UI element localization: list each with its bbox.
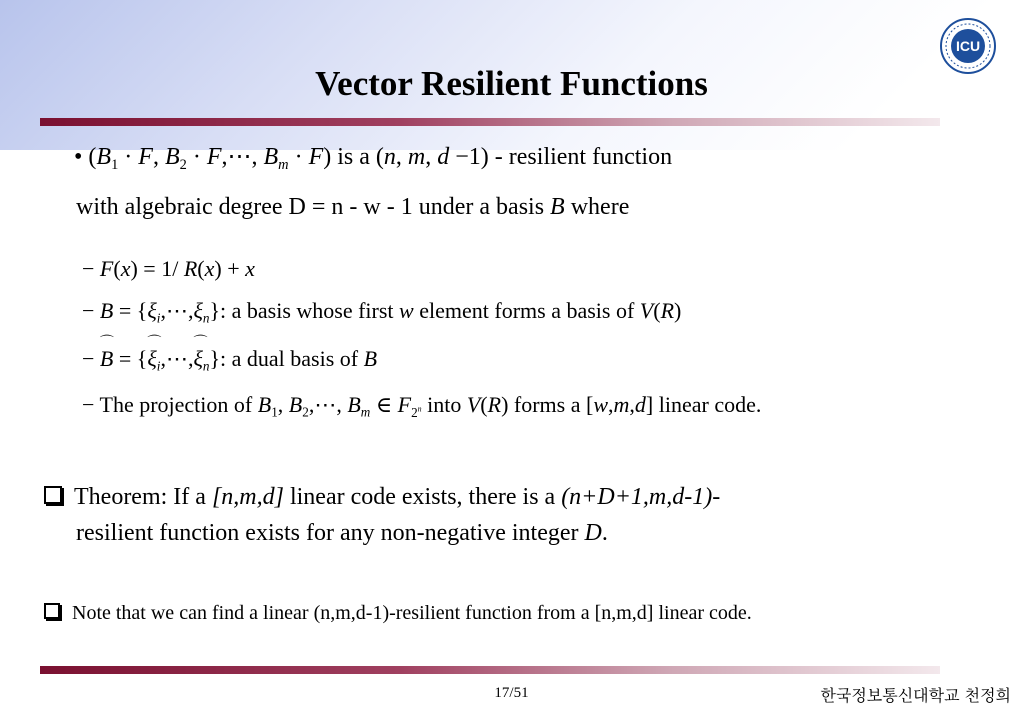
text: }: [209, 298, 221, 323]
text: (: [375, 144, 384, 170]
var: w: [399, 298, 414, 323]
var: ξ: [147, 298, 157, 323]
dash: −: [82, 346, 95, 371]
sup: n: [417, 404, 422, 414]
slide-title: Vector Resilient Functions: [315, 64, 708, 103]
sub: n: [202, 310, 210, 326]
text: [n,m,d]: [211, 484, 284, 510]
text: (: [88, 144, 97, 170]
checkbox-bullet-icon: [44, 486, 62, 504]
text: = 1/: [143, 256, 179, 281]
var: R: [660, 298, 675, 323]
var: F: [397, 392, 412, 417]
var: B: [99, 298, 114, 323]
var: ⌒ B: [100, 346, 113, 372]
sub: m: [360, 404, 371, 420]
text: ,: [425, 144, 432, 170]
text: ·: [124, 144, 133, 170]
sub-item-4: − The projection of $B_1$, $B_2,\cdots$, $B_m$ ∈ $F_{2^n}$ into V(R) forms a [w,m,d] linear code.: [82, 392, 762, 420]
bullet-dot: •: [74, 144, 83, 170]
text: +: [227, 256, 240, 281]
text: (n+D+1,m,d-1): [561, 484, 713, 510]
var: R: [183, 256, 198, 281]
sub-item-2: − $B = \{\xi_i,\cdots,\xi_n\}$: a basis whose first w element forms a basis of V(R): [82, 298, 682, 326]
text: −1): [455, 144, 489, 170]
text: ∈: [375, 392, 393, 417]
top-divider: [40, 118, 940, 126]
var-B: B: [164, 144, 180, 170]
var: B: [347, 392, 361, 417]
sub: 2: [302, 404, 309, 420]
var-F: F: [206, 144, 222, 170]
text: = {: [118, 346, 148, 371]
text: ,: [221, 144, 228, 170]
sub: i: [156, 358, 161, 374]
text: Theorem: If a: [74, 484, 206, 510]
var-F: F: [308, 144, 324, 170]
var: B: [288, 392, 303, 417]
var: x: [204, 256, 215, 281]
var: B: [363, 346, 378, 371]
main-bullet-line-1: [74, 142, 673, 174]
text: = {: [118, 298, 148, 323]
var: x: [245, 256, 255, 281]
var: F: [99, 256, 114, 281]
var: m: [613, 392, 630, 417]
var-B: B: [96, 144, 112, 170]
var: d: [634, 392, 646, 417]
text: forms a: [513, 392, 581, 417]
text: - resilient function: [494, 144, 673, 170]
text: linear code.: [658, 392, 762, 417]
var: m: [407, 144, 426, 170]
var: ξ: [193, 298, 203, 323]
text: is a: [337, 144, 370, 170]
text: ,: [152, 144, 159, 170]
var-B: B: [550, 194, 565, 220]
var-B: B: [263, 144, 279, 170]
checkbox-bullet-icon: [44, 603, 60, 619]
sub: i: [156, 310, 161, 326]
var: d: [437, 144, 450, 170]
text: resilient function exists for any non-negative integer: [76, 520, 579, 546]
sub: 2: [411, 404, 418, 420]
text: .: [601, 520, 608, 546]
text: ,: [251, 144, 258, 170]
var-F: F: [138, 144, 153, 170]
sub-item-3: − ⌒ B = {⌒ $\xi_i,\cdots,⌒$ $\xi_n$}: a dual basis of B: [82, 346, 377, 372]
text: ·: [294, 144, 303, 170]
sub: m: [278, 157, 289, 174]
dash: −: [82, 298, 95, 323]
page-number: 17/51: [494, 685, 529, 701]
text: linear code exists, there is a: [289, 484, 556, 510]
text: ·: [192, 144, 201, 170]
var: w: [593, 392, 609, 417]
text: }: [209, 346, 221, 371]
var: n: [383, 144, 396, 170]
sub: 2: [179, 157, 187, 174]
text: : a dual basis of: [220, 346, 359, 371]
text: where: [570, 194, 630, 220]
logo-text: ICU: [955, 38, 981, 54]
var: ⌒ ξ: [193, 346, 202, 372]
sub-item-1: − F(x) = 1/ R(x) + x: [82, 256, 255, 281]
text: ,: [395, 144, 402, 170]
text: − The projection of: [82, 392, 253, 417]
theorem-line-2: [76, 520, 608, 547]
text: element forms a basis of: [419, 298, 635, 323]
var: V: [466, 392, 481, 417]
var: R: [487, 392, 502, 417]
bottom-divider: [40, 666, 940, 674]
var: B: [257, 392, 272, 417]
text: with algebraic degree D = n - w - 1 under a basis: [76, 194, 545, 220]
text: into: [427, 392, 462, 417]
var: ⌒ ξ: [147, 346, 156, 372]
sub: 1: [271, 404, 278, 420]
var: V: [639, 298, 654, 323]
text: Note that we can find a linear (n,m,d-1)-resilient function from a [n,m,d] linear code.: [72, 602, 752, 624]
text: D: [584, 520, 602, 546]
var: x: [120, 256, 131, 281]
note-line: [44, 602, 752, 625]
sub: n: [202, 358, 210, 374]
text: ): [323, 144, 332, 170]
main-bullet-line-2: [76, 194, 629, 221]
text: ⋯: [227, 144, 252, 170]
theorem-line-1: [44, 484, 720, 511]
institution-name: 한국정보통신대학교 천정희: [820, 686, 1011, 705]
sub: 1: [111, 157, 119, 174]
text: -: [712, 484, 721, 510]
text: : a basis whose first: [220, 298, 394, 323]
dash: −: [82, 256, 95, 281]
